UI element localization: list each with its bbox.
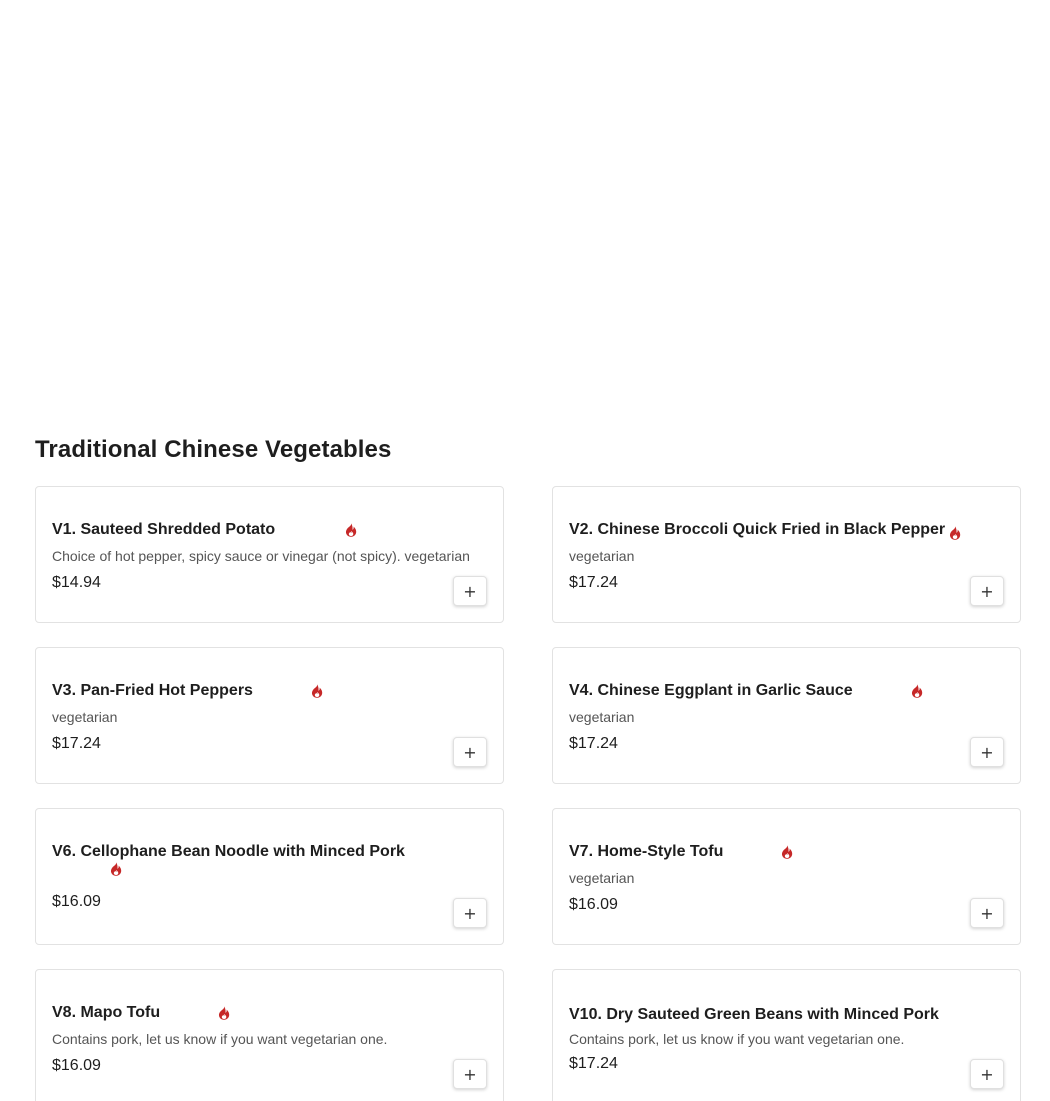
item-name: V6. Cellophane Bean Noodle with Minced Pork — [52, 843, 405, 860]
item-description: Choice of hot pepper, spicy sauce or vinegar (not spicy). vegetarian — [52, 547, 470, 564]
item-price: $17.24 — [52, 734, 101, 752]
add-to-order-button[interactable]: + — [453, 1059, 487, 1089]
item-price: $16.09 — [569, 895, 618, 913]
menu-item-card[interactable] — [552, 808, 1021, 945]
item-description: vegetarian — [569, 547, 635, 564]
spicy-flame-icon — [781, 845, 793, 859]
spicy-flame-icon — [218, 1006, 230, 1020]
menu-item-card[interactable] — [552, 647, 1021, 784]
menu-item-card[interactable] — [35, 647, 504, 784]
menu-item-card[interactable] — [552, 486, 1021, 623]
add-to-order-button[interactable]: + — [970, 1059, 1004, 1089]
menu-item-card[interactable] — [552, 969, 1021, 1101]
menu-item-card[interactable] — [35, 486, 504, 623]
add-to-order-button[interactable]: + — [453, 737, 487, 767]
item-name: V7. Home-Style Tofu — [569, 842, 724, 860]
item-name: V10. Dry Sauteed Green Beans with Minced Pork — [569, 1005, 939, 1023]
add-to-order-button[interactable]: + — [453, 576, 487, 606]
item-price: $17.24 — [569, 573, 618, 591]
item-description: vegetarian — [52, 708, 118, 725]
item-price: $16.09 — [52, 893, 101, 910]
item-description: vegetarian — [569, 869, 635, 886]
add-to-order-button[interactable]: + — [970, 576, 1004, 606]
item-price: $14.94 — [52, 573, 101, 591]
add-to-order-button[interactable]: + — [970, 898, 1004, 928]
item-name: V8. Mapo Tofu — [52, 1003, 161, 1021]
item-description: vegetarian — [569, 708, 635, 725]
item-price: $17.24 — [569, 1054, 618, 1072]
item-price: $17.24 — [569, 734, 618, 752]
spicy-flame-icon — [110, 862, 122, 876]
spicy-flame-icon — [311, 684, 323, 698]
section-title: Traditional Chinese Vegetables — [35, 436, 392, 463]
spicy-flame-icon — [949, 526, 961, 540]
menu-item-card[interactable] — [35, 808, 504, 945]
item-price: $16.09 — [52, 1056, 101, 1074]
add-to-order-button[interactable]: + — [970, 737, 1004, 767]
item-name: V1. Sauteed Shredded Potato — [52, 520, 276, 538]
spicy-flame-icon — [345, 523, 357, 537]
item-description: Contains pork, let us know if you want vegetarian one. — [569, 1030, 905, 1047]
item-name: V2. Chinese Broccoli Quick Fried in Black Pepper — [569, 520, 946, 538]
spicy-flame-icon — [911, 684, 923, 698]
item-name: V3. Pan-Fried Hot Peppers — [52, 681, 253, 699]
item-name: V4. Chinese Eggplant in Garlic Sauce — [569, 681, 853, 699]
item-description: Contains pork, let us know if you want vegetarian one. — [52, 1030, 388, 1047]
add-to-order-button[interactable]: + — [453, 898, 487, 928]
menu-item-grid — [35, 486, 1021, 1101]
menu-item-card[interactable] — [35, 969, 504, 1101]
